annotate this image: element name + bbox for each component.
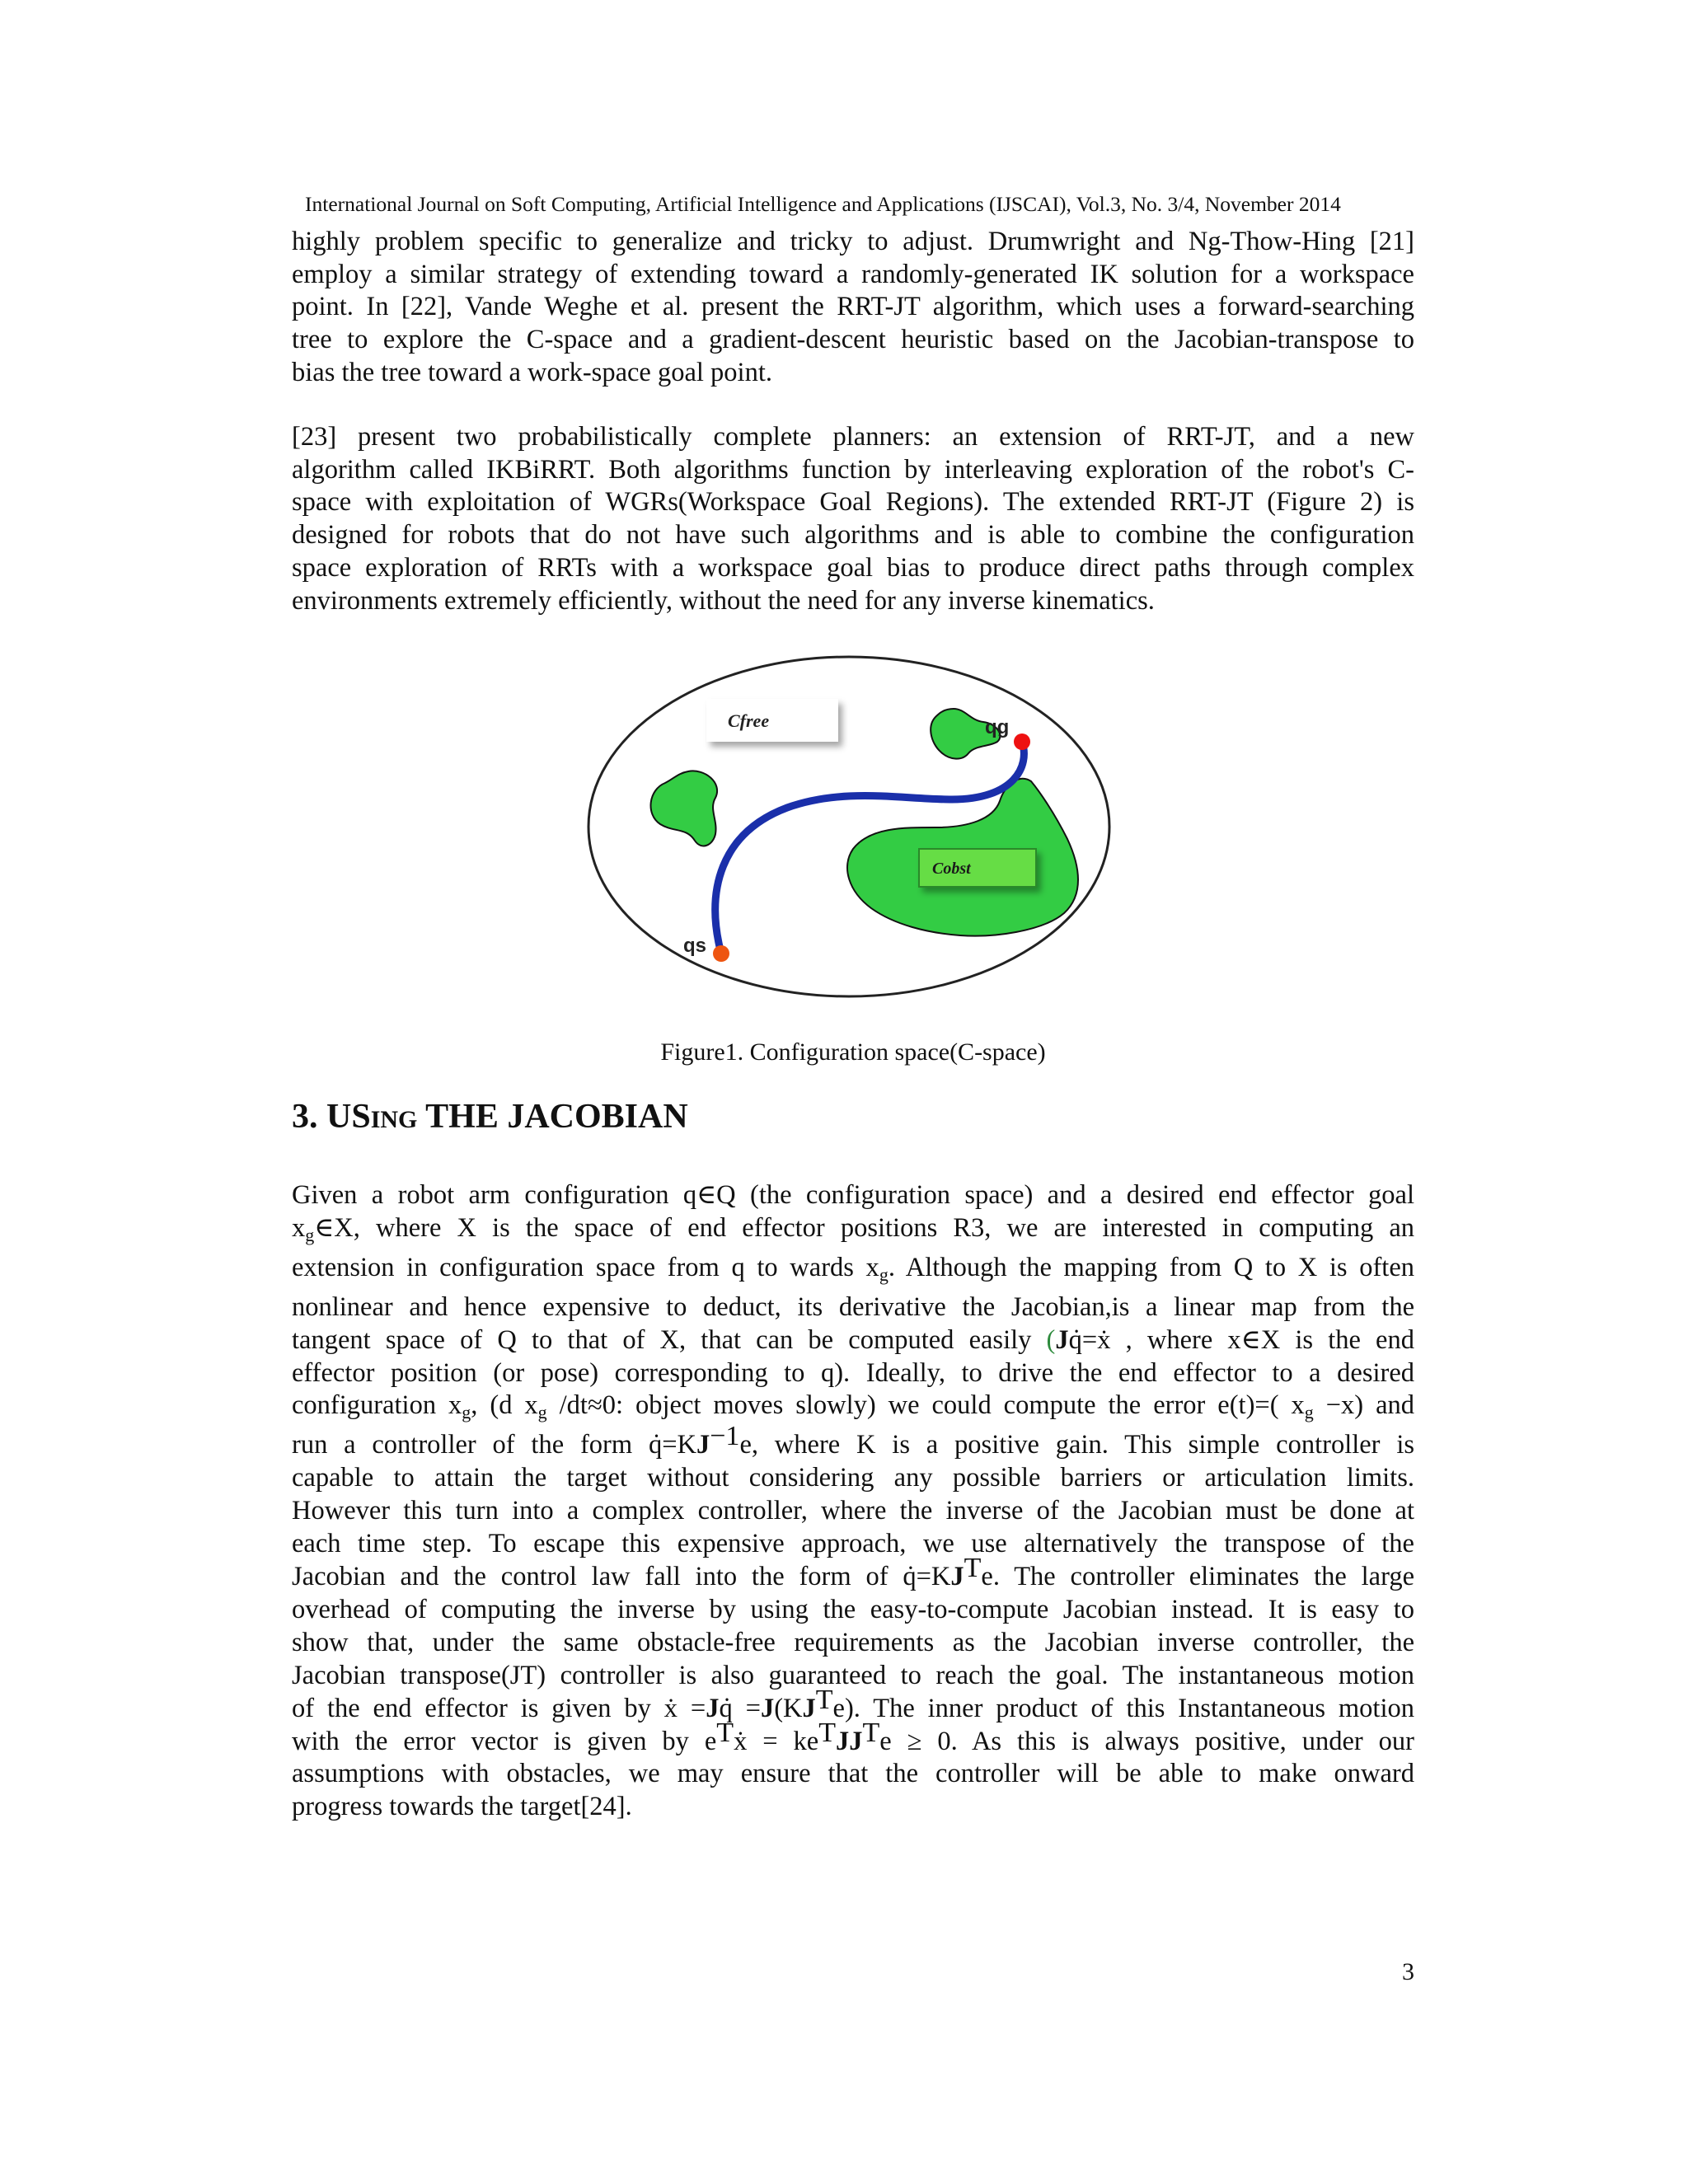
paragraph-jacobian xyxy=(292,1179,1414,1824)
configuration-space-figure xyxy=(581,651,1117,1005)
text-run: , (d x xyxy=(471,1390,538,1421)
text-line: capable to attain the target without considering any possible barriers or articulation limits. xyxy=(292,1463,1414,1493)
text-line xyxy=(292,1717,1415,1759)
math-jacobian: J xyxy=(696,1430,710,1460)
start-point xyxy=(713,945,729,962)
text-line: designed for robots that do not have such algorithms and is able to combine the configuration xyxy=(292,520,1414,551)
text-run: ẋ = ke xyxy=(734,1726,819,1756)
green-paren: ( xyxy=(1046,1324,1056,1355)
text-run: /dt≈0: object moves slowly) we could compute the error e(t)=( x xyxy=(546,1390,1305,1421)
section-heading xyxy=(292,1096,688,1141)
text-line xyxy=(292,1552,1414,1594)
math-jacobian: J xyxy=(802,1693,816,1723)
text-run: q̇=ẋ , where x∈X is the end xyxy=(1068,1324,1414,1355)
paragraph-related-work-1 xyxy=(292,226,1414,390)
section-title-us: US xyxy=(326,1098,371,1136)
text-line: assumptions with obstacles, we may ensure that the controller will be able to make onward xyxy=(292,1759,1414,1789)
text-line: space with exploitation of WGRs(Workspace Goal Regions). The extended RRT-JT (Figure 2) is xyxy=(292,487,1414,518)
text-line: tree to explore the C-space and a gradient-descent heuristic based on the Jacobian-transpose to xyxy=(292,325,1414,355)
section-title-rest: THE JACOBIAN xyxy=(425,1098,688,1136)
section-number: 3. xyxy=(292,1098,318,1136)
text-run: run a controller of the form q̇=K xyxy=(292,1430,696,1460)
text-run: configuration x xyxy=(292,1390,462,1421)
text-run: Jacobian and the control law fall into the form of q̇=K xyxy=(292,1561,951,1591)
text-line: Jacobian transpose(JT) controller is also guaranteed to reach the goal. The instantaneous motion xyxy=(292,1660,1414,1690)
math-subscript: g xyxy=(537,1402,547,1423)
text-run: tangent space of Q to that of X, that can be computed easily xyxy=(292,1324,1047,1355)
math-x: x xyxy=(292,1212,306,1243)
text-line: Given a robot arm configuration q∈Q (the configuration space) and a desired end effector goal xyxy=(292,1180,1414,1210)
text-line: environments extremely efficiently, without the need for any inverse kinematics. xyxy=(292,585,1155,616)
text-line: space exploration of RRTs with a workspace goal bias to produce direct paths through complex xyxy=(292,552,1414,583)
text-line: bias the tree toward a work-space goal point. xyxy=(292,357,772,387)
text-line: algorithm called IKBiRRT. Both algorithms function by interleaving exploration of the robot's C- xyxy=(292,454,1414,485)
math-superscript: T xyxy=(815,1684,833,1715)
c-space-diagram xyxy=(581,651,1117,1005)
math-subscript: g xyxy=(305,1224,315,1245)
math-jacobian: J xyxy=(760,1693,775,1723)
page-number: 3 xyxy=(1402,1958,1414,1985)
start-label: qs xyxy=(683,935,707,957)
cfree-label: Cfree xyxy=(728,710,770,731)
text-run: q̇ = xyxy=(719,1693,761,1723)
math-superscript: T xyxy=(964,1552,982,1583)
text-run: extension in configuration space from q to wards x xyxy=(292,1252,879,1282)
text-line: nonlinear and hence expensive to deduct, its derivative the Jacobian,is a linear map from the xyxy=(292,1291,1414,1322)
text-line xyxy=(292,1212,1414,1252)
math-superscript: T xyxy=(818,1717,836,1748)
text-line: each time step. To escape this expensive approach, we use alternatively the transpose of the xyxy=(292,1529,1414,1559)
text-run: −x) and xyxy=(1313,1390,1415,1421)
cobst-label-box xyxy=(919,849,1036,887)
text-run: e. The controller eliminates the large xyxy=(981,1561,1414,1591)
text-line: [23] present two probabilistically complete planners: an extension of RRT-JT, and a new xyxy=(292,422,1414,452)
text-run: e, where K is a positive gain. This simple controller is xyxy=(739,1430,1414,1460)
math-jacobian: JJ xyxy=(836,1726,863,1756)
text-run: (K xyxy=(774,1693,803,1723)
math-superscript: T xyxy=(862,1717,880,1748)
text-run: e ≥ 0. As this is always positive, under our xyxy=(879,1726,1415,1756)
text-line: employ a similar strategy of extending toward a randomly-generated IK solution for a workspace xyxy=(292,259,1414,289)
text-line: However this turn into a complex controller, where the inverse of the Jacobian must be done at xyxy=(292,1496,1414,1526)
text-line: show that, under the same obstacle-free requirements as the Jacobian inverse controller, the xyxy=(292,1627,1414,1657)
journal-header: International Journal on Soft Computing, Artificial Intelligence and Applications (IJSCAI), Vol.3, No. 3/4, November 2014 xyxy=(305,192,1341,216)
section-title-ing: ING xyxy=(370,1106,418,1133)
text-line xyxy=(292,1252,1414,1291)
text-line: overhead of computing the inverse by using the easy-to-compute Jacobian instead. It is easy to xyxy=(292,1594,1414,1624)
text-line: point. In [22], Vande Weghe et al. present the RRT-JT algorithm, which uses a forward-searching xyxy=(292,292,1414,322)
text-line: progress towards the target[24]. xyxy=(292,1792,632,1822)
math-jacobian: J xyxy=(950,1561,964,1591)
math-jacobian: J xyxy=(706,1693,720,1723)
cobst-label: Cobst xyxy=(932,860,971,878)
text-line xyxy=(292,1324,1414,1357)
math-subscript: g xyxy=(879,1263,889,1285)
text-line: highly problem specific to generalize and tricky to adjust. Drumwright and Ng-Thow-Hing [21] xyxy=(292,227,1414,256)
text-run: with the error vector is given by e xyxy=(292,1726,717,1756)
text-line xyxy=(292,1684,1414,1726)
figure-caption: Figure1. Configuration space(C-space) xyxy=(660,1038,1046,1066)
text-run: ∈X, where X is the space of end effector positions R3, we are interested in computing an xyxy=(314,1212,1414,1243)
text-line: effector position (or pose) corresponding to q). Ideally, to drive the end effector to a desired xyxy=(292,1357,1414,1388)
math-subscript: g xyxy=(462,1402,471,1423)
cfree-label-box xyxy=(706,699,838,742)
math-superscript: T xyxy=(716,1717,734,1748)
goal-point xyxy=(1014,733,1030,750)
text-line xyxy=(292,1390,1414,1429)
math-subscript: g xyxy=(1304,1402,1314,1423)
goal-label: qg xyxy=(985,716,1010,738)
paragraph-related-work-2 xyxy=(292,421,1414,617)
math-jacobian: J xyxy=(1055,1324,1069,1355)
math-superscript: −1 xyxy=(710,1421,740,1452)
text-run: . Although the mapping from Q to X is often xyxy=(888,1252,1414,1282)
text-run: of the end effector is given by ẋ = xyxy=(292,1693,706,1723)
text-run: e). The inner product of this Instantaneous motion xyxy=(832,1693,1414,1723)
text-line xyxy=(292,1421,1414,1462)
